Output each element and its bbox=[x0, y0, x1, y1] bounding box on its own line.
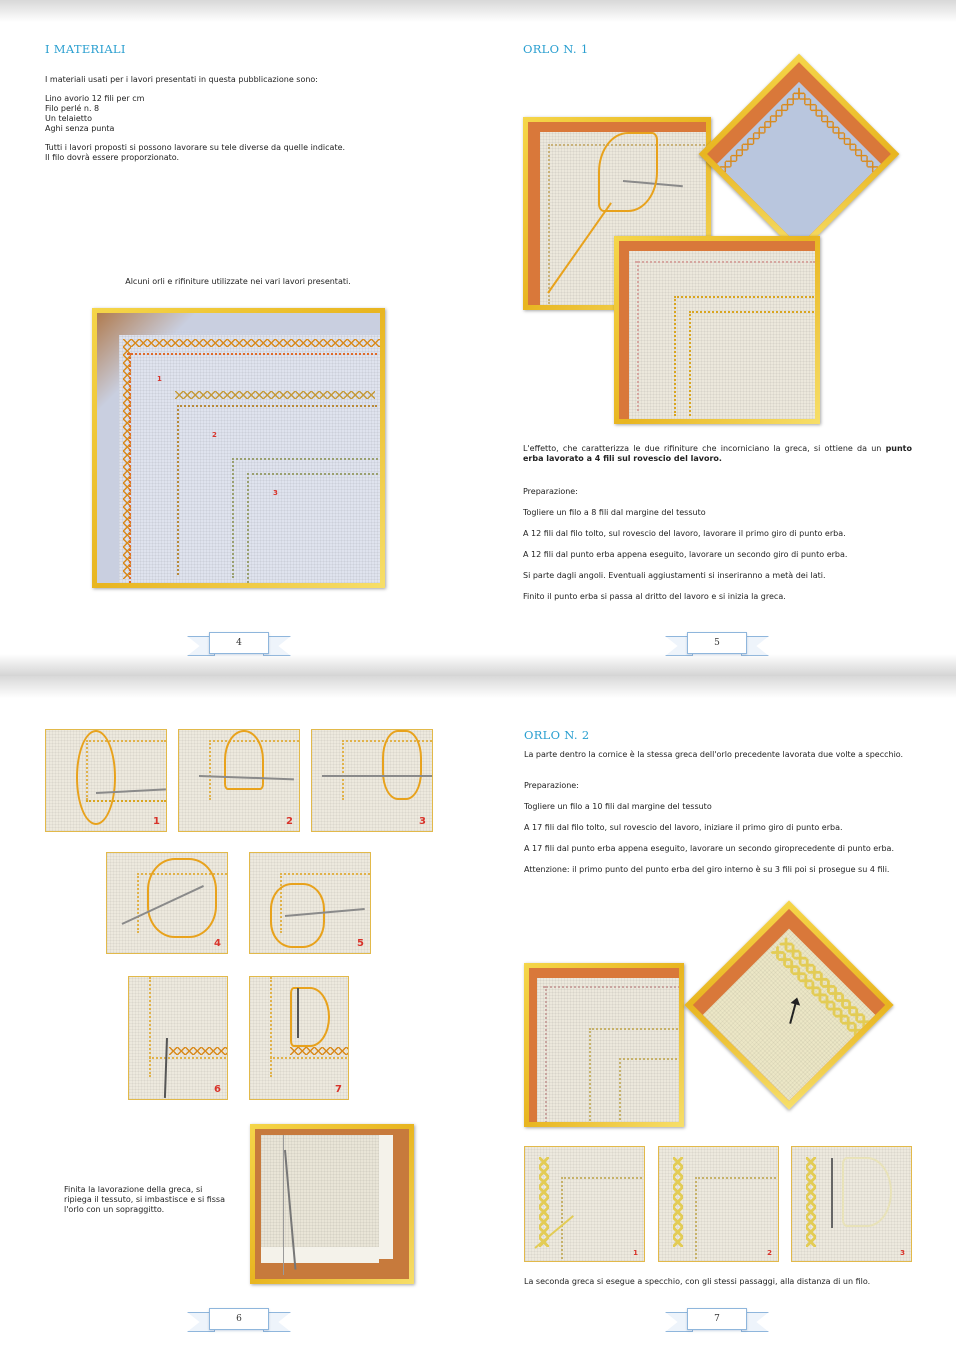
hems-photo bbox=[92, 308, 385, 588]
step-photo-5 bbox=[249, 852, 371, 954]
page-7 bbox=[478, 676, 956, 1352]
material-item: Filo perlé n. 8 bbox=[45, 104, 100, 113]
prep-step: Togliere un filo a 8 fili dal margine del tessuto bbox=[523, 508, 706, 517]
step-label: 2 bbox=[286, 816, 293, 827]
step-photo-2 bbox=[178, 729, 300, 832]
page-5 bbox=[478, 0, 956, 676]
effect-bold: punto erba lavorato a 4 fili sul rovescio del lavoro. bbox=[523, 444, 912, 463]
prep-step: A 17 fili dal punto erba appena eseguito, lavorare un secondo giroprecedente di punto erba. bbox=[524, 844, 894, 853]
materials-text bbox=[45, 75, 445, 163]
step-label: 1 bbox=[153, 816, 160, 827]
materials-note: Il filo dovrà essere proporzionato. bbox=[45, 153, 180, 162]
materials-note: Tutti i lavori proposti si possono lavorare su tele diverse da quelle indicate. bbox=[45, 143, 346, 152]
orlo1-text bbox=[523, 444, 912, 464]
page-number: 7 bbox=[714, 1314, 720, 1324]
prep-step: A 12 fili dal punto erba appena eseguito, lavorare un secondo giro di punto erba. bbox=[523, 550, 848, 559]
page-6 bbox=[0, 676, 478, 1352]
spread-pages-6-7 bbox=[0, 676, 956, 1352]
orlo2-step-photo-3 bbox=[791, 1146, 912, 1262]
photo-label: 2 bbox=[212, 431, 217, 439]
step-label: 3 bbox=[900, 1249, 905, 1257]
step-photo-1 bbox=[45, 729, 167, 832]
material-item: Aghi senza punta bbox=[45, 124, 115, 133]
photo-label: 3 bbox=[273, 489, 278, 497]
step-photo-7 bbox=[249, 976, 349, 1100]
page-number-ribbon bbox=[665, 1306, 769, 1336]
prep-step: Finito il punto erba si passa al dritto del lavoro e si inizia la greca. bbox=[523, 592, 786, 601]
photo-orlo2-diamond bbox=[684, 900, 893, 1109]
orlo2-intro: La parte dentro la cornice è la stessa greca dell'orlo precedente lavorata due volte a specchio. bbox=[524, 750, 904, 759]
prep-step: A 17 fili dal filo tolto, sul rovescio del lavoro, iniziare il primo giro di punto erba. bbox=[524, 823, 843, 832]
page-shadow bbox=[0, 654, 956, 676]
prep-step: A 12 fili dal filo tolto, sul rovescio del lavoro, lavorare il primo giro di punto erba. bbox=[523, 529, 846, 538]
step-label: 7 bbox=[335, 1084, 342, 1095]
step-photo-6 bbox=[128, 976, 228, 1100]
orlo2-preparation bbox=[524, 781, 913, 875]
section-title-orlo-1: ORLO N. 1 bbox=[523, 42, 589, 56]
photo-orlo1-diamond bbox=[699, 54, 900, 255]
material-item: Un telaietto bbox=[45, 114, 92, 123]
preparation-label: Preparazione: bbox=[523, 487, 578, 496]
preparation-label: Preparazione: bbox=[524, 781, 579, 790]
photo-folded-hem bbox=[250, 1124, 414, 1284]
material-item: Lino avorio 12 fili per cm bbox=[45, 94, 145, 103]
orlo2-bottom-text: La seconda greca si esegue a specchio, con gli stessi passaggi, alla distanza di un filo. bbox=[524, 1277, 871, 1286]
page-4 bbox=[0, 0, 478, 676]
folding-caption: Finita la lavorazione della greca, si ripiega il tessuto, si imbastisce e si fissa l'orlo con un sopraggitto. bbox=[64, 1185, 225, 1214]
materials-intro: I materiali usati per i lavori presentati in questa pubblicazione sono: bbox=[45, 75, 319, 84]
section-title-orlo-2: ORLO N. 2 bbox=[524, 728, 590, 742]
step-label: 6 bbox=[214, 1084, 221, 1095]
step-photo-4 bbox=[106, 852, 228, 954]
page-number: 5 bbox=[714, 638, 720, 648]
page-number-ribbon bbox=[187, 1306, 291, 1336]
step-label: 4 bbox=[214, 938, 221, 949]
prep-step: Attenzione: il primo punto del punto erba del giro interno è su 3 fili poi si prosegue su 4 fili. bbox=[524, 865, 890, 874]
step-photo-3 bbox=[311, 729, 433, 832]
orlo1-preparation bbox=[523, 487, 912, 602]
step-label: 2 bbox=[767, 1249, 772, 1257]
section-title-materiali: I MATERIALI bbox=[45, 42, 126, 56]
prep-step: Togliere un filo a 10 fili dal margine del tessuto bbox=[524, 802, 712, 811]
step-label: 3 bbox=[419, 816, 426, 827]
photo-orlo2-corner bbox=[524, 963, 684, 1127]
page-number: 6 bbox=[236, 1314, 242, 1324]
photo-orlo1-corner bbox=[614, 236, 820, 424]
step-label: 5 bbox=[357, 938, 364, 949]
photo-caption: Alcuni orli e rifiniture utilizzate nei vari lavori presentati. bbox=[125, 277, 351, 286]
orlo2-step-photo-2 bbox=[658, 1146, 779, 1262]
page-number: 4 bbox=[236, 638, 242, 648]
orlo2-step-photo-1 bbox=[524, 1146, 645, 1262]
effect-text: L'effetto, che caratterizza le due rifiniture che incorniciano la greca, si ottiene da un bbox=[523, 444, 882, 453]
photo-label: 1 bbox=[157, 375, 162, 383]
step-label: 1 bbox=[633, 1249, 638, 1257]
prep-step: Si parte dagli angoli. Eventuali aggiustamenti si inseriranno a metà dei lati. bbox=[523, 571, 826, 580]
